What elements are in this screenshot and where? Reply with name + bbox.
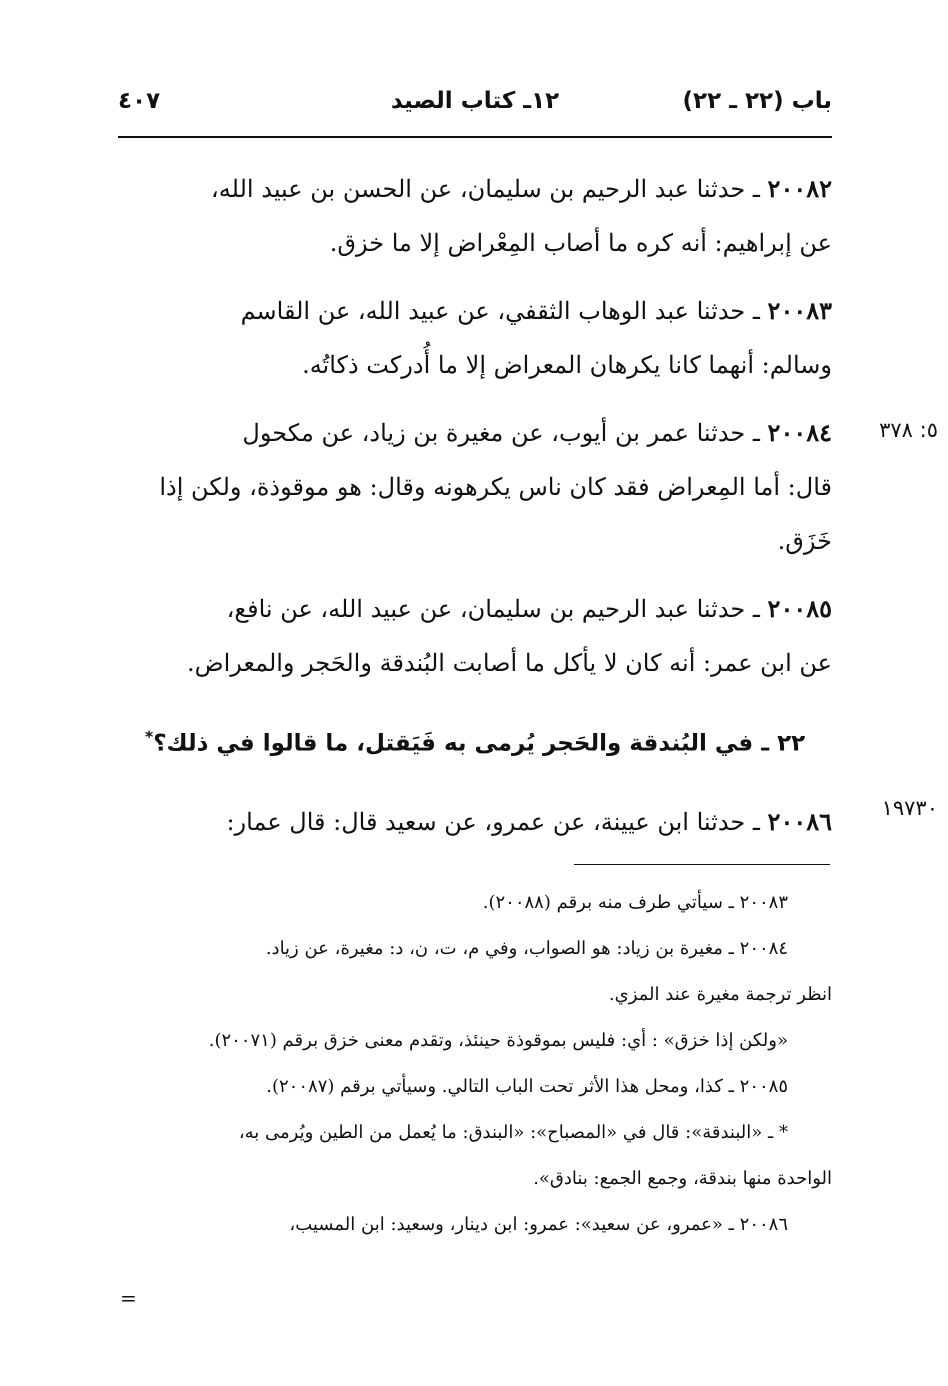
entry-line: ٢٠٠٨٢ ـ حدثنا عبد الرحيم بن سليمان، عن الحسن بن عبيد الله، bbox=[211, 174, 832, 203]
page-number: ٤٠٧ bbox=[118, 88, 161, 114]
entry-line: خَزَق. bbox=[777, 527, 832, 555]
section-heading: ٢٢ ـ في البُندقة والحَجر يُرمى به فَيَقتل، ما قالوا في ذلك؟* bbox=[144, 727, 806, 757]
entry-line: ٢٠٠٨٤ ـ حدثنا عمر بن أيوب، عن مغيرة بن زياد، عن مكحول bbox=[242, 418, 832, 447]
entry-20085 bbox=[118, 582, 832, 690]
entry-20084 bbox=[118, 406, 832, 568]
entry-number: ٢٠٠٨٢ bbox=[767, 174, 832, 203]
footnote: «ولكن إذا خزق» : أي: فليس بموقوذة حينئذ، وتقدم معنى خزق برقم (٢٠٠٧١). bbox=[208, 1030, 788, 1051]
chapter-range: باب (٢٢ ـ ٢٢) bbox=[682, 88, 832, 114]
footnote: ٢٠٠٨٥ ـ كذا، ومحل هذا الأثر تحت الباب التالي. وسيأتي برقم (٢٠٠٨٧). bbox=[266, 1076, 788, 1097]
entry-20086 bbox=[118, 795, 832, 849]
entry-line: ٢٠٠٨٣ ـ حدثنا عبد الوهاب الثقفي، عن عبيد الله، عن القاسم bbox=[240, 296, 832, 325]
header-divider bbox=[118, 136, 832, 138]
entry-number: ٢٠٠٨٦ bbox=[767, 806, 832, 836]
book-title: ١٢ـ كتاب الصيد bbox=[390, 88, 560, 114]
main-text bbox=[118, 162, 832, 863]
continuation-mark: = bbox=[120, 1286, 137, 1310]
margin-reference: ١٩٧٣٠ bbox=[881, 796, 938, 820]
entry-line: ٢٠٠٨٦ ـ حدثنا ابن عيينة، عن عمرو، عن سعيد قال: قال عمار: bbox=[226, 806, 832, 836]
footnote: ٢٠٠٨٤ ـ مغيرة بن زياد: هو الصواب، وفي م، ت، ن، د: مغيرة، عن زياد. انظر ترجمة مغيرة عند المزي. bbox=[265, 938, 832, 1005]
entry-20083 bbox=[118, 284, 832, 392]
footnote-divider bbox=[574, 864, 830, 865]
entry-line: قال: أما المِعراض فقد كان ناس يكرهونه وقال: هو موقوذة، ولكن إذا bbox=[159, 473, 832, 501]
footnote: ٢٠٠٨٣ ـ سيأتي طرف منه برقم (٢٠٠٨٨). bbox=[482, 892, 788, 913]
margin-reference: ٥: ٣٧٨ bbox=[879, 418, 938, 442]
footnote: * ـ «البندقة»: قال في «المصباح»: «البندق: ما يُعمل من الطين ويُرمى به، الواحدة منها بندقة، وجمع الجمع: بنادق». bbox=[238, 1122, 832, 1189]
footnote: ٢٠٠٨٦ ـ «عمرو، عن سعيد»: عمرو: ابن دينار، وسعيد: ابن المسيب، bbox=[289, 1214, 788, 1235]
footnotes bbox=[118, 880, 832, 1248]
entry-number: ٢٠٠٨٣ bbox=[767, 296, 832, 325]
page-header bbox=[118, 88, 832, 124]
entry-line: وسالم: أنهما كانا يكرهان المعراض إلا ما أُدركت ذكاتُه. bbox=[302, 351, 832, 379]
entry-line: عن إبراهيم: أنه كره ما أصاب المِعْراض إلا ما خزق. bbox=[329, 229, 832, 257]
entry-number: ٢٠٠٨٤ bbox=[767, 418, 832, 447]
entry-line: ٢٠٠٨٥ ـ حدثنا عبد الرحيم بن سليمان، عن عبيد الله، عن نافع، bbox=[226, 594, 832, 623]
entry-number: ٢٠٠٨٥ bbox=[767, 594, 832, 623]
footnote-marker: * bbox=[144, 727, 154, 746]
entry-20082 bbox=[118, 162, 832, 270]
entry-line: عن ابن عمر: أنه كان لا يأكل ما أصابت البُندقة والحَجر والمعراض. bbox=[186, 649, 832, 677]
